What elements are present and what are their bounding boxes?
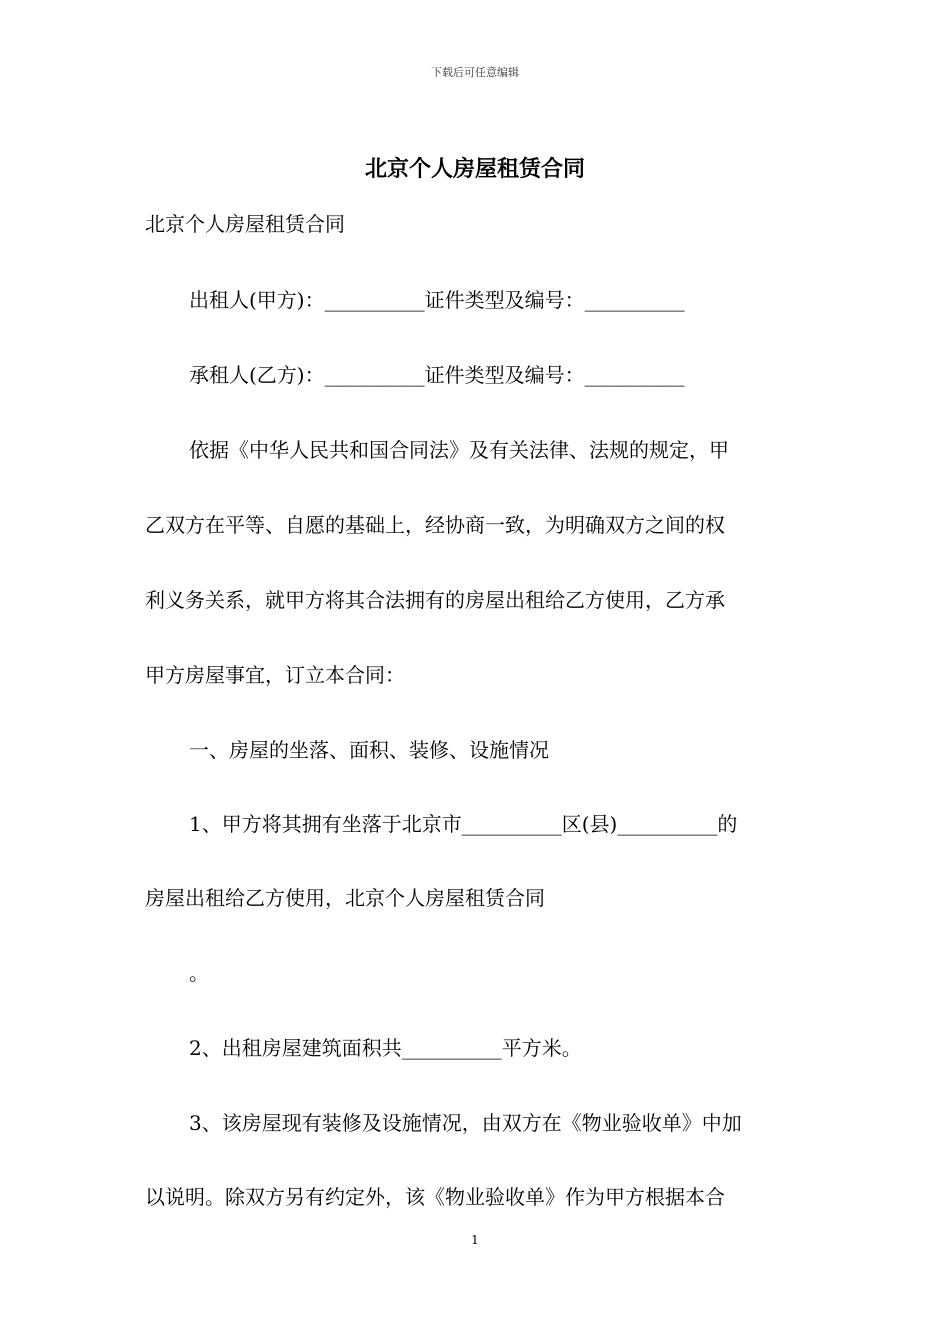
section-heading: 一、房屋的坐落、面积、装修、设施情况 xyxy=(189,738,549,762)
paragraph-line: 房屋出租给乙方使用，北京个人房屋租赁合同 xyxy=(145,886,545,910)
paragraph-line: 。 xyxy=(189,961,209,985)
paragraph-line: 以说明。除双方另有约定外，该《物业验收单》作为甲方根据本合 xyxy=(145,1185,725,1209)
paragraph-line: 承租人(乙方)：__________证件类型及编号：__________ xyxy=(189,363,685,387)
header-note: 下载后可任意编辑 xyxy=(431,66,519,79)
paragraph-line: 北京个人房屋租赁合同 xyxy=(145,212,345,236)
page-number: 1 xyxy=(471,1233,479,1247)
paragraph-line: 3、该房屋现有装修及设施情况，由双方在《物业验收单》中加 xyxy=(189,1111,742,1135)
paragraph-line: 甲方房屋事宜，订立本合同： xyxy=(145,663,405,687)
paragraph-line: 利义务关系，就甲方将其合法拥有的房屋出租给乙方使用，乙方承 xyxy=(145,588,725,612)
document-title: 北京个人房屋租赁合同 xyxy=(364,156,585,182)
paragraph-line: 乙双方在平等、自愿的基础上，经协商一致，为明确双方之间的权 xyxy=(145,513,725,537)
paragraph-line: 依据《中华人民共和国合同法》及有关法律、法规的规定，甲 xyxy=(189,438,729,462)
paragraph-line: 出租人(甲方)：__________证件类型及编号：__________ xyxy=(189,288,685,312)
paragraph-line: 2、出租房屋建筑面积共__________平方米。 xyxy=(189,1036,582,1060)
paragraph-line: 1、甲方将其拥有坐落于北京市__________区(县)__________的 xyxy=(189,812,738,836)
